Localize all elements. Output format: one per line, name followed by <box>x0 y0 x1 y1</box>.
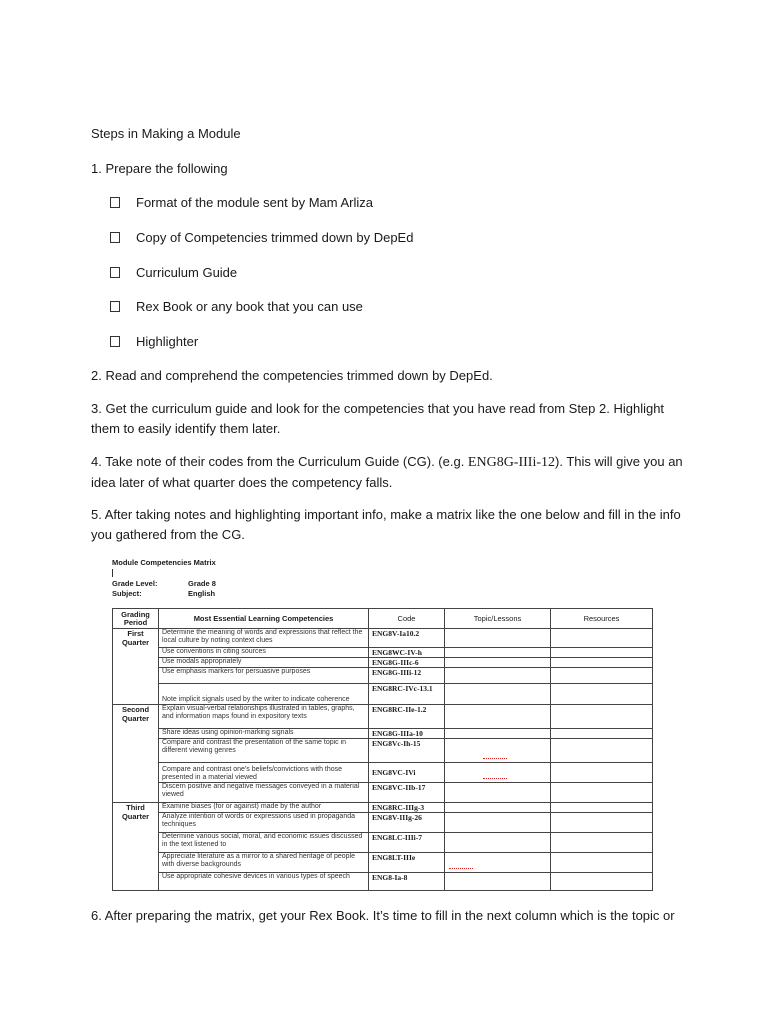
table-row: Use emphasis markers for persuasive purposes ENG8G-IIIi-12 <box>113 668 653 684</box>
table-row: Share ideas using opinion-marking signals ENG8G-IIIa-10 <box>113 729 653 739</box>
step-1: 1. Prepare the following <box>91 161 228 176</box>
step-5: 5. After taking notes and highlighting important info, make a matrix like the one below and fill in the info you gathered from the CG. <box>91 507 681 542</box>
example-code: ENG8G-IIIi-12 <box>467 455 556 470</box>
table-row: Use modals appropriately ENG8G-IIIc-6 <box>113 658 653 668</box>
matrix-title: Module Competencies Matrix <box>112 558 216 567</box>
table-row: Note implicit signals used by the writer to indicate coherence ENG8RC-IVc-13.1 <box>113 684 653 705</box>
table-row: Determine various social, moral, and economic issues discussed in the text listened to ENG8LC-IIIi-7 <box>113 833 653 853</box>
checkbox-icon <box>110 336 120 347</box>
col-header: Code <box>369 609 445 629</box>
text-cursor <box>112 569 113 577</box>
spellcheck-mark-cell <box>445 739 551 763</box>
table-row: Appreciate literature as a mirror to a shared heritage of people with diverse backgrounds ENG8LT-IIIe <box>113 853 653 873</box>
bullet-item: Curriculum Guide <box>110 265 237 280</box>
grading-period: Third Quarter <box>113 803 159 891</box>
matrix-table <box>112 608 653 891</box>
checkbox-icon <box>110 232 120 243</box>
table-row: Analyze intention of words or expressions used in propaganda techniques ENG8V-IIIg-26 <box>113 813 653 833</box>
checkbox-icon <box>110 301 120 312</box>
spellcheck-squiggle <box>449 865 473 869</box>
col-header: Topic/Lessons <box>445 609 551 629</box>
grading-period: Second Quarter <box>113 705 159 803</box>
bullet-item: Highlighter <box>110 334 198 349</box>
step-2: 2. Read and comprehend the competencies trimmed down by DepEd. <box>91 368 493 383</box>
table-row: First Quarter Determine the meaning of words and expressions that reflect the local culture by noting context clues ENG8V-Ia10.2 <box>113 629 653 648</box>
competencies-matrix-image <box>112 558 658 896</box>
table-header-row <box>113 609 653 629</box>
table-row: Discern positive and negative messages conveyed in a material viewed ENG8VC-IIb-17 <box>113 783 653 803</box>
bullet-item: Format of the module sent by Mam Arliza <box>110 195 373 210</box>
step-3: 3. Get the curriculum guide and look for the competencies that you have read from Step 2. Highlight them to easily identify them later. <box>91 401 665 436</box>
document-heading: Steps in Making a Module <box>91 126 241 141</box>
col-header: Grading Period <box>113 609 159 629</box>
spellcheck-mark-cell <box>445 853 551 873</box>
grade-level-row: Grade Level: Grade 8 <box>112 579 216 588</box>
spellcheck-squiggle <box>483 755 507 759</box>
table-row: Third Quarter Examine biases (for or against) made by the author ENG8RC-IIIg-3 <box>113 803 653 813</box>
checkbox-icon <box>110 267 120 278</box>
bullet-item: Copy of Competencies trimmed down by DepEd <box>110 230 413 245</box>
checkbox-icon <box>110 197 120 208</box>
col-header: Resources <box>551 609 653 629</box>
table-row: Use appropriate cohesive devices in various types of speech ENG8-Ia-8 <box>113 873 653 891</box>
bullet-item: Rex Book or any book that you can use <box>110 299 363 314</box>
table-row: Compare and contrast the presentation of the same topic in different viewing genres ENG8Vc-Ih-15 <box>113 739 653 763</box>
table-row: Compare and contrast one’s beliefs/convictions with those presented in a material viewed ENG8VC-IVi <box>113 763 653 783</box>
table-row: Use conventions in citing sources ENG8WC-IV-h <box>113 648 653 658</box>
subject-row: Subject: English <box>112 589 216 598</box>
step-4: 4. Take note of their codes from the Curriculum Guide (CG). (e.g. ENG8G-IIIi-12). This will give you an idea later of what quarter does the competency falls. <box>91 454 683 490</box>
col-header: Most Essential Learning Competencies <box>159 609 369 629</box>
grading-period: First Quarter <box>113 629 159 705</box>
table-row: Second Quarter Explain visual-verbal relationships illustrated in tables, graphs, and information maps found in expository texts ENG8RC-IIe-1.2 <box>113 705 653 729</box>
step-6: 6. After preparing the matrix, get your Rex Book. It’s time to fill in the next column which is the topic or <box>91 908 675 923</box>
spellcheck-squiggle <box>483 775 507 779</box>
